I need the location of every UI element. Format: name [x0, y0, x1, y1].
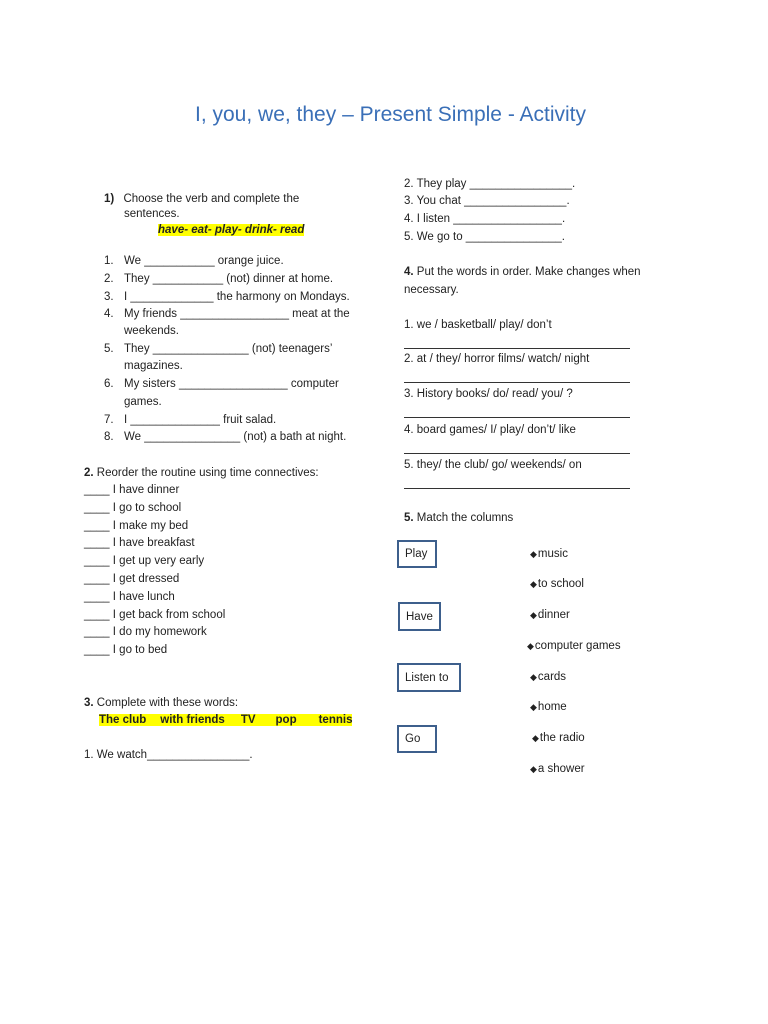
- ex1-instruction-cont: sentences.: [124, 208, 180, 220]
- match-complement: ◆computer games: [527, 640, 621, 652]
- ex1-item-text: My sisters _________________ computer: [124, 378, 339, 390]
- ex1-item-number: 8.: [104, 431, 114, 443]
- ex3-item: 2. They play ________________.: [404, 178, 576, 190]
- match-complement: ◆a shower: [530, 763, 585, 775]
- match-verb-box: [397, 663, 461, 692]
- diamond-bullet-icon: ◆: [530, 549, 537, 559]
- ex1-item-text: They ___________ (not) dinner at home.: [124, 273, 334, 285]
- ex2-item: ____ I go to bed: [84, 644, 168, 657]
- ex1-instruction: Choose the verb and complete the: [123, 193, 300, 205]
- ex1-item-text: We ___________ orange juice.: [124, 255, 284, 267]
- match-complement: ◆cards: [530, 671, 567, 683]
- ex3-item: 5. We go to _______________.: [404, 231, 565, 243]
- ex3-word: with friends: [146, 714, 225, 726]
- ex1-item: [104, 413, 276, 428]
- ex2-item: ____ I get dressed: [84, 573, 180, 585]
- ex4-answer-line: [404, 488, 630, 489]
- ex1-heading: [104, 192, 299, 207]
- diamond-bullet-icon: ◆: [530, 672, 537, 682]
- ex3-item: 3. You chat ________________.: [404, 195, 570, 207]
- diamond-bullet-icon: ◆: [530, 579, 537, 589]
- ex1-item-number: 1.: [104, 255, 114, 267]
- ex1-item-number: 3.: [104, 291, 114, 303]
- ex2-item: ____ I do my homework: [84, 626, 207, 639]
- ex2-number: 2.: [84, 467, 94, 479]
- ex4-item: 2. at / they/ horror films/ watch/ night: [404, 353, 590, 365]
- ex4-instruction: Put the words in order. Make changes when: [416, 266, 641, 278]
- ex3-item: 4. I listen _________________.: [404, 213, 566, 225]
- ex1-item-text: I _____________ the harmony on Mondays.: [124, 291, 350, 303]
- diamond-bullet-icon: ◆: [530, 610, 537, 620]
- ex4-heading: [404, 265, 641, 280]
- ex1-item-number: 6.: [104, 378, 114, 390]
- diamond-bullet-icon: ◆: [530, 702, 537, 712]
- ex2-item: ____ I get back from school: [84, 608, 226, 621]
- ex1-item: [104, 377, 339, 392]
- ex3-item: 1. We watch________________.: [84, 749, 253, 761]
- ex1-item: [104, 272, 333, 287]
- match-complement: ◆the radio: [532, 732, 585, 744]
- diamond-bullet-icon: ◆: [530, 764, 537, 774]
- ex2-item: ____ I have dinner: [84, 484, 180, 496]
- ex4-answer-line: [404, 348, 630, 349]
- ex1-item: [104, 254, 284, 269]
- page-title: I, you, we, they – Present Simple - Activity: [195, 103, 586, 126]
- ex1-item-text: weekends.: [124, 325, 179, 337]
- ex1-number: 1): [104, 193, 115, 205]
- ex2-heading: [84, 466, 319, 481]
- match-verb: Go: [405, 733, 421, 745]
- ex2-item: ____ I get up very early: [84, 555, 205, 568]
- ex4-number: 4.: [404, 266, 414, 278]
- ex1-item-number: 2.: [104, 273, 114, 285]
- ex2-item: ____ I have lunch: [84, 590, 175, 603]
- match-complement: ◆to school: [530, 578, 584, 590]
- ex3-word: The club: [99, 714, 147, 726]
- ex5-heading: [404, 511, 513, 526]
- ex1-item-text: They _______________ (not) teenagers’: [124, 343, 333, 355]
- ex1-item-number: 7.: [104, 414, 114, 426]
- match-verb-box: [397, 725, 437, 753]
- ex4-item: 4. board games/ I/ play/ don’t/ like: [404, 424, 576, 436]
- diamond-bullet-icon: ◆: [527, 641, 534, 651]
- match-complement: ◆home: [530, 701, 567, 713]
- ex1-item-number: 5.: [104, 343, 114, 355]
- ex1-item: [104, 307, 350, 322]
- match-verb-box: [398, 602, 441, 631]
- match-verb: Play: [405, 548, 428, 560]
- ex1-item: [104, 324, 179, 339]
- ex3-heading: [84, 696, 238, 711]
- ex1-item-text: My friends _________________ meat at the: [124, 308, 350, 320]
- ex4-item: 3. History books/ do/ read/ you/ ?: [404, 388, 573, 400]
- ex1-item-text: I ______________ fruit salad.: [124, 414, 277, 426]
- ex2-instruction: Reorder the routine using time connectives:: [96, 467, 319, 479]
- ex4-item: 5. they/ the club/ go/ weekends/ on: [404, 459, 582, 471]
- match-verb-box: [397, 540, 437, 568]
- ex1-item: [104, 359, 183, 374]
- ex1-item-text: games.: [124, 396, 162, 408]
- ex1-item: [104, 430, 346, 445]
- diamond-bullet-icon: ◆: [532, 733, 539, 743]
- ex5-instruction: Match the columns: [416, 512, 514, 524]
- ex2-item: ____ I have breakfast: [84, 537, 195, 550]
- ex3-instruction: Complete with these words:: [96, 697, 239, 709]
- match-verb: Have: [406, 610, 433, 623]
- match-verb: Listen to: [405, 671, 449, 684]
- ex2-item: ____ I make my bed: [84, 519, 189, 532]
- ex2-item: ____ I go to school: [84, 501, 182, 514]
- ex1-item: [104, 395, 162, 410]
- ex4-instruction-cont: necessary.: [404, 284, 459, 296]
- ex3-word-bank: [99, 713, 352, 728]
- ex4-answer-line: [404, 417, 630, 418]
- ex1-item-number: 4.: [104, 308, 114, 320]
- match-complement: ◆dinner: [530, 609, 570, 621]
- ex4-answer-line: [404, 382, 630, 383]
- ex1-item-text: We _______________ (not) a bath at night.: [124, 431, 347, 443]
- ex4-answer-line: [404, 453, 630, 454]
- ex3-number: 3.: [84, 697, 94, 709]
- ex1-verb-bank: have- eat- play- drink- read: [158, 224, 305, 236]
- ex1-item: [104, 290, 350, 305]
- ex1-item-text: magazines.: [124, 360, 183, 372]
- match-complement: ◆music: [530, 548, 568, 560]
- ex3-word: tennis: [297, 714, 353, 726]
- ex3-word: pop: [256, 714, 297, 726]
- ex4-item: 1. we / basketball/ play/ don’t: [404, 319, 552, 331]
- ex1-item: [104, 342, 332, 357]
- ex5-number: 5.: [404, 512, 414, 524]
- ex3-word: TV: [225, 714, 256, 726]
